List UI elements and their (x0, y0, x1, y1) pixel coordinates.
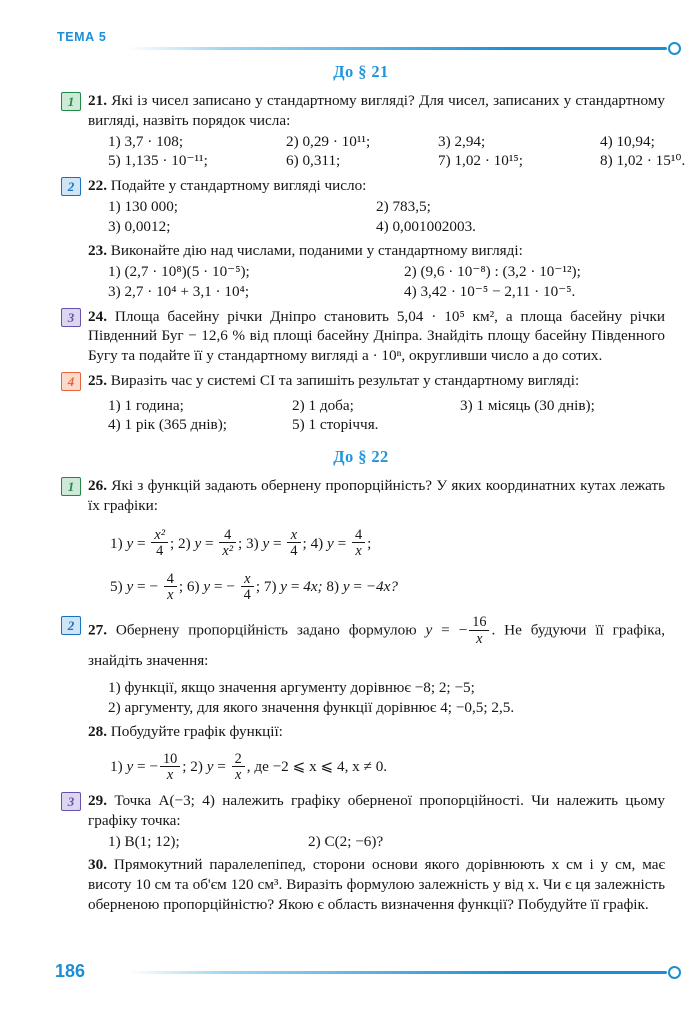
list-item: 2) 0,29 · 10¹¹; (286, 132, 371, 150)
list-item: 7) 1,02 · 10¹⁵; (438, 152, 523, 170)
section-heading-22: До § 22 (333, 447, 389, 466)
formula-item: 7) y = 4x; (263, 578, 323, 596)
exercise-29-items (88, 832, 665, 852)
exercise-30-text: Прямокутний паралелепіпед, сторони основи якого дорівнюють x см і y см, має висоту 10 см та об'єм 120 см³. Виразіть формулою залежність y від x. Чи є ця залежність оберненою пропорційністю? Якою є область визначення функції? Побудуйте її графік. (88, 856, 665, 913)
list-item: 2) 783,5; (376, 197, 431, 215)
fraction: $\frac{2}{x}$ (232, 752, 245, 784)
exercise-25-body (88, 371, 665, 391)
list-item: 3) 1 місяць (30 днів); (460, 396, 595, 414)
fraction: $\frac{4}{x}$ (352, 528, 365, 560)
list-item: 4) 3,42 · 10⁻⁵ − 2,11 · 10⁻⁵. (404, 282, 576, 300)
exercise-23-text: Виконайте дію над числами, поданими у стандартному вигляді: (110, 242, 523, 260)
exercise-28-body (88, 722, 665, 742)
difficulty-badge-3: 3 (61, 792, 81, 811)
exercise-28-text: Побудуйте графік функції: (110, 722, 283, 740)
exercise-22-number: 22. (88, 177, 107, 194)
exercise-24-text: Площа басейну річки Дніпро становить 5,04 · 10⁵ км², а площа басейну річки Південний Буг − 12,6 % від площі басейну Дніпра. Знайдіть площу басейну Південного Бугу та подайте її у стандартному вигляді a · 10ⁿ, округливши число a до сотих. (88, 307, 666, 364)
exercise-30 (57, 855, 665, 914)
exercise-23-body (88, 241, 665, 261)
exercise-28 (57, 722, 665, 785)
exercise-25-number: 25. (88, 371, 107, 389)
list-item: 1) (2,7 · 10⁸)(5 · 10⁻⁵); (108, 263, 250, 280)
formula-item: 2) y = $\frac{2}{x}$ , де −2 ⩽ x ⩽ 4, x ≠ 0. (190, 750, 388, 784)
page-footer (0, 961, 695, 985)
exercise-22 (57, 176, 665, 236)
exercise-27-text-before: Обернену пропорційність задано формулою (115, 621, 417, 639)
formula-item: 1) y = − $\frac{10}{x}$ ; (110, 750, 191, 784)
exercise-28-number: 28. (88, 722, 107, 740)
exercise-24-number: 24. (88, 307, 107, 325)
list-item: 1) B(1; 12); (108, 832, 180, 850)
formula-item: 1) y = $\frac{\text{x²}}{4}$ ; (110, 526, 175, 560)
page-header (0, 28, 695, 62)
theme-label: ТЕМА 5 (57, 30, 107, 44)
fraction: $\frac{\text{x²}}{4}$ (151, 528, 168, 560)
exercise-27-items (88, 678, 665, 718)
list-item: 1) 3,7 · 108; (108, 132, 184, 150)
exercise-26-formulas-row1 (90, 526, 371, 562)
exercise-21-body (88, 91, 665, 131)
exercise-28-condition: , де −2 ⩽ x ⩽ 4, x ≠ 0. (246, 758, 388, 776)
exercise-27-body: 27. Обернену пропорційність задано формулою y = − $\frac{16}{x}$ . Не будуючи її графіка, знайдіть значення: (88, 613, 665, 670)
exercise-28-formulas (90, 749, 387, 785)
exercise-27 (57, 615, 665, 718)
formula-item: 8) y = −4x? (326, 578, 398, 596)
fraction: $\frac{10}{x}$ (160, 752, 180, 784)
exercise-25-items (88, 396, 665, 436)
exercise-29-number: 29. (88, 792, 107, 810)
exercise-29 (57, 791, 665, 851)
exercise-25-text: Виразіть час у системі СІ та запишіть результат у стандартному вигляді: (110, 371, 580, 389)
difficulty-badge-2: 2 (61, 616, 81, 635)
formula-item: 6) y = − $\frac{x}{4}$ ; (186, 570, 261, 604)
formula-item: 2) y = $\frac{4}{\text{x²}}$ ; (178, 526, 243, 560)
exercise-26-body (88, 476, 665, 516)
exercise-23-number: 23. (88, 242, 107, 260)
exercise-26-number: 26. (88, 477, 107, 494)
exercise-25 (57, 371, 665, 435)
exercise-29-body (88, 791, 665, 831)
fraction: $\frac{x}{4}$ (287, 528, 300, 560)
exercise-26-text: Які з функцій задають обернену пропорційність? У яких координатних кутах лежать їх графіки: (88, 477, 666, 514)
exercise-29-text: Точка A(−3; 4) належить графіку оберненої пропорційності. Чи належить цьому графіку точка: (88, 792, 665, 829)
footer-circle-icon (668, 966, 681, 979)
difficulty-badge-4: 4 (61, 372, 81, 391)
exercise-21-items (88, 132, 686, 172)
list-item: 2) (9,6 · 10⁻⁸) : (3,2 · 10⁻¹²); (404, 263, 581, 280)
exercise-21-number: 21. (88, 92, 107, 109)
list-item: 2) 1 доба; (292, 396, 354, 414)
fraction: $\frac{x}{4}$ (241, 572, 254, 604)
list-item: 6) 0,311; (286, 152, 341, 170)
list-item: 4) 0,001002003. (376, 217, 476, 235)
difficulty-badge-1: 1 (61, 92, 81, 111)
difficulty-badge-2: 2 (61, 177, 81, 196)
list-item: 3) 2,94; (438, 132, 486, 150)
exercise-24-body (88, 307, 665, 366)
exercise-30-number: 30. (88, 856, 107, 874)
exercise-30-body (88, 855, 665, 914)
exercise-27-text-after: . Не будуючи її графіка, знайдіть значення: (88, 621, 665, 670)
list-item: 1) 1 година; (108, 396, 184, 414)
list-item: 1) функції, якщо значення аргументу дорівнює −8; 2; −5; (108, 679, 475, 697)
exercise-27-number: 27. (88, 621, 107, 639)
exercise-21-text: Які із чисел записано у стандартному вигляді? Для чисел, записаних у стандартному вигляді, назвіть порядок числа: (88, 92, 666, 129)
difficulty-badge-1: 1 (61, 477, 81, 496)
exercise-24 (57, 307, 665, 366)
fraction: $\frac{4}{\text{x²}}$ (219, 528, 236, 560)
exercise-21 (57, 91, 686, 171)
list-item: 3) 0,0012; (108, 217, 171, 235)
page-number: 186 (55, 961, 86, 981)
list-item: 8) 1,02 · 15¹⁰. (600, 152, 686, 170)
formula-item: 5) y = − $\frac{4}{x}$ ; (110, 570, 184, 604)
fraction: $\frac{16}{x}$ (469, 615, 489, 647)
exercise-26-formulas-row2 (90, 569, 398, 605)
list-item: 2) C(2; −6)? (308, 832, 384, 850)
exercise-23-items (88, 262, 665, 302)
fraction: $\frac{4}{x}$ (164, 572, 177, 604)
difficulty-badge-3: 3 (61, 308, 81, 327)
list-item: 4) 1 рік (365 днів); (108, 416, 227, 434)
exercise-22-text: Подайте у стандартному вигляді число: (110, 177, 367, 194)
list-item: 3) 2,7 · 10⁴ + 3,1 · 10⁴; (108, 282, 250, 300)
exercise-22-items (88, 197, 665, 237)
formula-item: 3) y = $\frac{x}{4}$ ; (246, 526, 307, 560)
page-content (57, 62, 686, 915)
list-item: 5) 1,135 · 10⁻¹¹; (108, 152, 208, 170)
list-item: 2) аргументу, для якого значення функції дорівнює 4; −0,5; 2,5. (108, 698, 515, 716)
footer-divider-line (128, 971, 667, 974)
header-divider-line (128, 47, 667, 50)
formula-item: 4) y = $\frac{4}{x}$ ; (310, 526, 372, 560)
exercise-23 (57, 241, 665, 301)
list-item: 1) 130 000; (108, 197, 179, 215)
exercise-26 (57, 476, 665, 605)
header-circle-icon (668, 42, 681, 55)
list-item: 5) 1 сторіччя. (292, 416, 379, 434)
section-heading-21: До § 21 (333, 62, 389, 81)
list-item: 4) 10,94; (600, 132, 655, 150)
exercise-22-body (88, 176, 665, 196)
